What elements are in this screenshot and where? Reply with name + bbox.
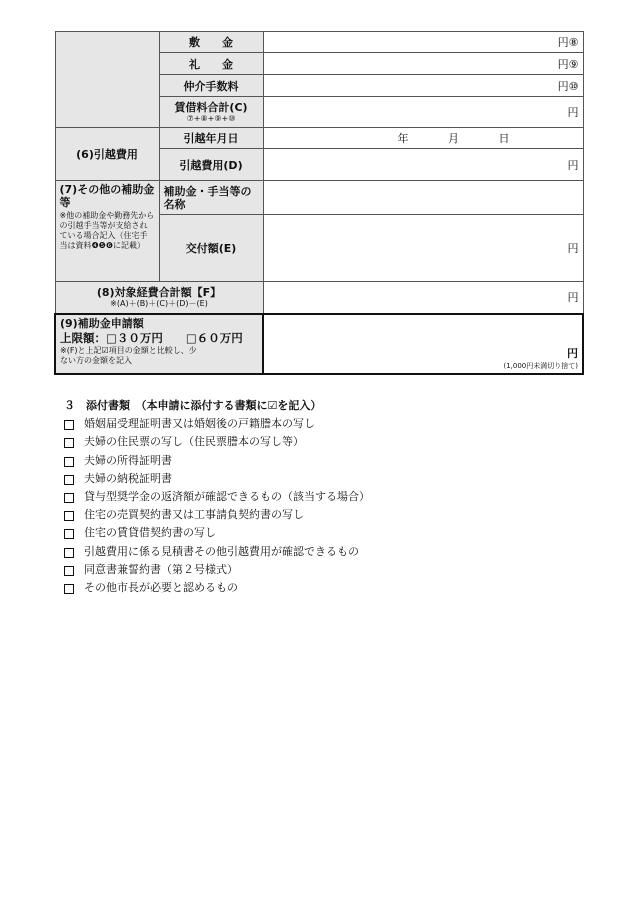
attachment-label: その他市長が必要と認めるもの (84, 581, 238, 595)
apply-label-cell (55, 314, 263, 374)
total-unit: 円 (567, 291, 579, 305)
checkbox-icon[interactable] (64, 584, 74, 594)
attachment-item (64, 415, 370, 433)
checkbox-icon[interactable] (64, 511, 74, 521)
moving-cost-input[interactable] (263, 149, 583, 181)
attachments-list (64, 415, 370, 597)
month-label: 月 (448, 132, 459, 145)
apply-rounding: (1,000円未満切り捨て) (503, 361, 578, 370)
blank-cell (55, 32, 159, 128)
attachment-item (64, 579, 370, 597)
attachment-label: 婚姻届受理証明書又は婚姻後の戸籍謄本の写し (84, 417, 315, 431)
rent-total-unit: 円 (567, 106, 579, 119)
deposit-unit: 円⑧ (557, 36, 579, 49)
checkbox-icon[interactable] (64, 457, 74, 467)
moving-cost-unit: 円 (567, 158, 579, 172)
apply-input[interactable] (263, 314, 583, 374)
moving-date-label: 引越年月日 (159, 128, 263, 149)
other-section-note: ※他の補助金や勤務先からの引越手当等が支給されている場合記入（住宅手当は資料❹❺❻に記載） (59, 211, 155, 250)
apply-note: ※(F)と上記☑項目の金額と比較し、少ない方の金額を記入 (60, 345, 197, 365)
other-name-input[interactable] (263, 181, 583, 215)
attachment-label: 夫婦の所得証明書 (84, 453, 172, 467)
checkbox-icon[interactable] (64, 529, 74, 539)
agency-fee-unit: 円⑩ (557, 79, 579, 93)
other-name-label: 補助金・手当等の名称 (159, 181, 263, 215)
total-formula: ※(A)＋(B)＋(C)＋(D)－(E) (110, 298, 208, 308)
attachment-label: 住宅の賃貸借契約書の写し (84, 526, 216, 540)
checkbox-icon[interactable] (64, 438, 74, 448)
attachment-item (64, 433, 370, 451)
rent-total-title: 賃借料合計(C) (174, 100, 248, 114)
apply-label: (9)補助金申請額 (60, 316, 144, 330)
attachment-label: 夫婦の住民票の写し（住民票謄本の写し等） (84, 435, 304, 449)
other-amount-unit: 円 (567, 242, 579, 255)
attachment-item (64, 561, 370, 579)
attachment-label: 住宅の売買契約書又は工事請負契約書の写し (84, 508, 304, 522)
application-form-table (54, 31, 584, 375)
attachment-label: 夫婦の納税証明書 (84, 471, 172, 485)
attachment-label: 同意書兼誓約書（第２号様式） (84, 562, 238, 576)
key-money-input[interactable] (263, 53, 583, 75)
deposit-label: 敷 金 (159, 32, 263, 53)
agency-fee-label: 仲介手数料 (159, 75, 263, 97)
attachments-heading: ３ 添付書類 （本申請に添付する書類に☑を記入） (64, 399, 322, 412)
attachment-item (64, 506, 370, 524)
key-money-label: 礼 金 (159, 53, 263, 75)
checkbox-icon[interactable] (64, 493, 74, 503)
total-label-cell (55, 282, 263, 314)
checkbox-icon[interactable] (64, 566, 74, 576)
checkbox-icon[interactable] (64, 548, 74, 558)
moving-section-label: (6)引越費用 (55, 128, 159, 181)
other-amount-input[interactable] (263, 215, 583, 282)
attachment-label: 引越費用に係る見積書その他引越費用が確認できるもの (84, 544, 359, 558)
other-amount-label: 交付額(E) (159, 215, 263, 282)
apply-limit: 上限額：□３０万円 □６０万円 (60, 330, 243, 345)
rent-total-input[interactable] (263, 97, 583, 128)
deposit-input[interactable] (263, 32, 583, 53)
apply-unit: 円 (567, 346, 578, 360)
total-input[interactable] (263, 282, 583, 314)
rent-total-label (159, 97, 263, 128)
day-label: 日 (498, 132, 510, 145)
rent-total-formula: ⑦+⑧+⑨+⑩ (186, 113, 236, 123)
year-label: 年 (397, 132, 409, 145)
attachment-item (64, 543, 370, 561)
checkbox-icon[interactable] (64, 420, 74, 430)
agency-fee-input[interactable] (263, 75, 583, 97)
moving-cost-label: 引越費用(D) (159, 149, 263, 181)
key-money-unit: 円⑨ (557, 57, 579, 71)
total-label: (8)対象経費合計額【F】 (96, 285, 222, 299)
checkbox-icon[interactable] (64, 475, 74, 485)
attachment-item (64, 452, 370, 470)
attachments-section (64, 397, 370, 597)
other-section-cell (55, 181, 159, 282)
attachment-item (64, 470, 370, 488)
other-section-label: (7)その他の補助金等 (59, 183, 155, 209)
moving-date-input[interactable] (263, 128, 583, 149)
attachment-item (64, 524, 370, 542)
attachment-item (64, 488, 370, 506)
attachment-label: 貸与型奨学金の返済額が確認できるもの（該当する場合） (84, 490, 370, 504)
